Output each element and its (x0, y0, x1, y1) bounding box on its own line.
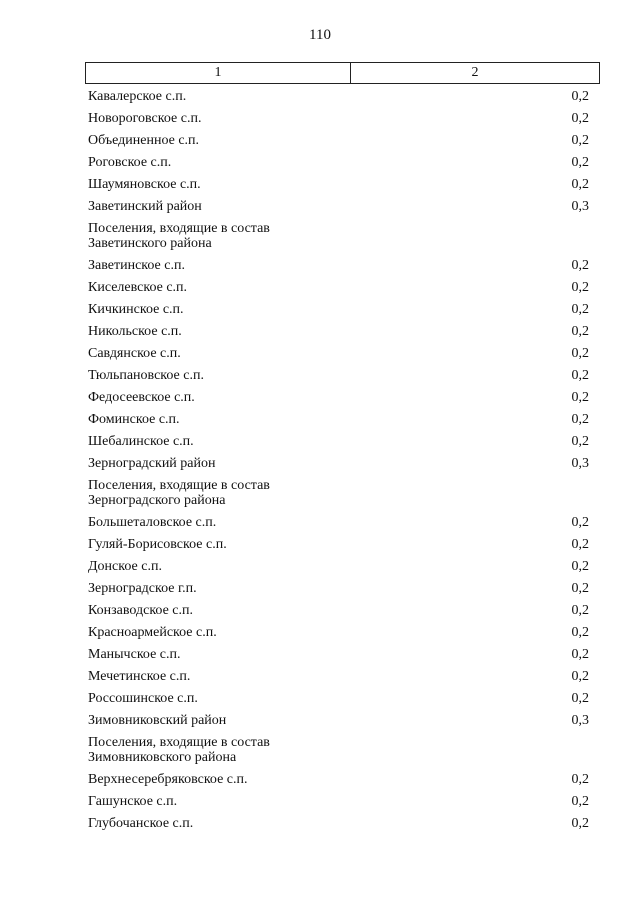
settlement-name: Заветинское с.п. (88, 258, 185, 273)
coefficient-value: 0,2 (571, 412, 589, 427)
coefficient-value: 0,3 (571, 713, 589, 728)
settlement-name: Тюльпановское с.п. (88, 368, 204, 383)
settlement-name: Россошинское с.п. (88, 691, 198, 706)
table-row (0, 643, 640, 665)
settlement-name: Фоминское с.п. (88, 412, 180, 427)
settlement-name: Зерноградское г.п. (88, 581, 197, 596)
coefficient-value: 0,3 (571, 456, 589, 471)
coefficient-value: 0,2 (571, 603, 589, 618)
settlement-name: Заветинский район (88, 199, 202, 214)
settlement-name: Донское с.п. (88, 559, 162, 574)
coefficient-value: 0,2 (571, 647, 589, 662)
table-row (0, 687, 640, 709)
settlement-name: Красноармейское с.п. (88, 625, 217, 640)
table-row (0, 511, 640, 533)
settlement-name: Поселения, входящие в состав Зимовниковского района (88, 735, 270, 765)
settlement-name: Гашунское с.п. (88, 794, 178, 809)
coefficient-value: 0,2 (571, 177, 589, 192)
column-header-1: 1 (86, 63, 351, 83)
table-row (0, 599, 640, 621)
settlement-name: Зерноградский район (88, 456, 216, 471)
settlement-name: Кичкинское с.п. (88, 302, 184, 317)
table-header (85, 62, 600, 84)
settlement-name: Никольское с.п. (88, 324, 182, 339)
coefficient-value: 0,2 (571, 89, 589, 104)
table-row (0, 173, 640, 195)
coefficient-value: 0,2 (571, 537, 589, 552)
coefficient-value: 0,2 (571, 390, 589, 405)
coefficient-value: 0,2 (571, 111, 589, 126)
coefficient-value: 0,2 (571, 625, 589, 640)
coefficient-value: 0,2 (571, 434, 589, 449)
table-row (0, 408, 640, 430)
table-row (0, 107, 640, 129)
coefficient-value: 0,2 (571, 559, 589, 574)
settlement-name: Киселевское с.п. (88, 280, 188, 295)
coefficient-value: 0,2 (571, 669, 589, 684)
coefficient-value: 0,2 (571, 794, 589, 809)
table-row (0, 386, 640, 408)
table-row (0, 452, 640, 474)
coefficient-value: 0,2 (571, 772, 589, 787)
table-row (0, 151, 640, 173)
table-row (0, 577, 640, 599)
settlement-name: Кавалерское с.п. (88, 89, 187, 104)
coefficient-value: 0,2 (571, 302, 589, 317)
table-row (0, 430, 640, 452)
coefficient-value: 0,2 (571, 280, 589, 295)
settlement-name: Поселения, входящие в состав Заветинского района (88, 221, 270, 251)
coefficient-value: 0,2 (571, 258, 589, 273)
coefficient-value: 0,2 (571, 816, 589, 831)
table-row (0, 790, 640, 812)
coefficient-value: 0,2 (571, 691, 589, 706)
coefficient-value: 0,2 (571, 155, 589, 170)
settlement-name: Глубочанское с.п. (88, 816, 194, 831)
table-row (0, 621, 640, 643)
coefficient-value: 0,2 (571, 368, 589, 383)
settlement-name: Объединенное с.п. (88, 133, 200, 148)
table-row (0, 474, 640, 511)
settlement-name: Конзаводское с.п. (88, 603, 194, 618)
table-row (0, 555, 640, 577)
coefficient-value: 0,2 (571, 515, 589, 530)
table-row (0, 195, 640, 217)
settlement-name: Гуляй-Борисовское с.п. (88, 537, 227, 552)
settlement-name: Верхнесеребряковское с.п. (88, 772, 248, 787)
table-row (0, 812, 640, 834)
table-row (0, 731, 640, 768)
table-row (0, 254, 640, 276)
settlement-name: Мечетинское с.п. (88, 669, 191, 684)
settlement-name: Федосеевское с.п. (88, 390, 195, 405)
table-row (0, 665, 640, 687)
settlement-name: Манычское с.п. (88, 647, 181, 662)
table-row (0, 85, 640, 107)
settlement-name: Роговское с.п. (88, 155, 172, 170)
table-row (0, 533, 640, 555)
table-row (0, 364, 640, 386)
settlement-name: Зимовниковский район (88, 713, 227, 728)
table-row (0, 342, 640, 364)
settlement-name: Шаумяновское с.п. (88, 177, 201, 192)
table-row (0, 709, 640, 731)
coefficient-value: 0,2 (571, 324, 589, 339)
table-row (0, 276, 640, 298)
table-row (0, 217, 640, 254)
settlement-name: Большеталовское с.п. (88, 515, 217, 530)
coefficient-value: 0,2 (571, 346, 589, 361)
page-number: 110 (309, 27, 331, 43)
coefficient-value: 0,2 (571, 581, 589, 596)
column-header-2: 2 (471, 65, 479, 80)
settlement-name: Поселения, входящие в состав Зерноградского района (88, 478, 270, 508)
coefficient-value: 0,2 (571, 133, 589, 148)
table-row (0, 129, 640, 151)
coefficient-value: 0,3 (571, 199, 589, 214)
settlement-name: Шебалинское с.п. (88, 434, 194, 449)
settlement-name: Савдянское с.п. (88, 346, 181, 361)
table-row (0, 768, 640, 790)
table-row (0, 298, 640, 320)
table-row (0, 320, 640, 342)
settlement-name: Новороговское с.п. (88, 111, 202, 126)
table-body (0, 85, 640, 834)
